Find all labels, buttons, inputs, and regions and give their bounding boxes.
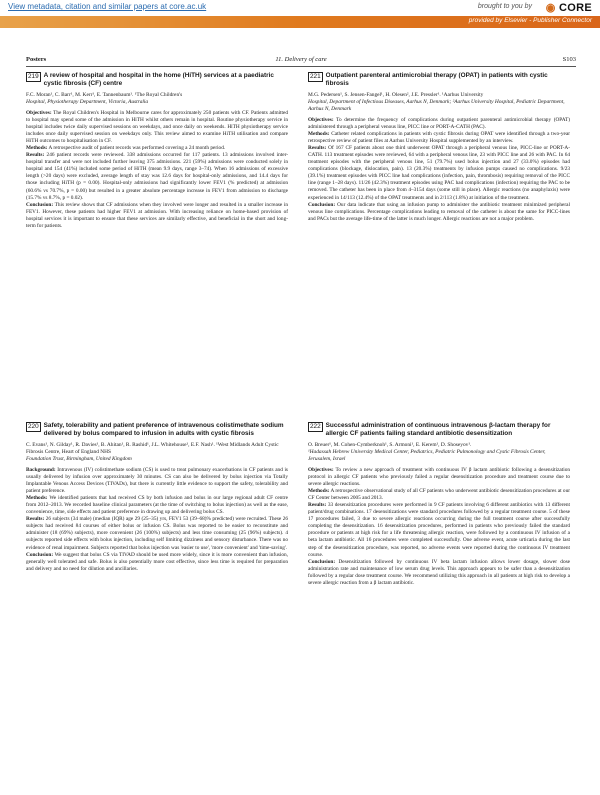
section-text: To determine the frequency of complications during outpatient parenteral antimicrobial therapy (OPAT) administered through a peripheral venous line, PICC line or PORT-A-CATH (PAC). bbox=[308, 117, 570, 131]
header-rule bbox=[26, 66, 576, 67]
abstract-section bbox=[308, 117, 570, 131]
abstract-title: A review of hospital and hospital in the home (HiTH) services at a paediatric cystic fibrosis (CF) centre bbox=[43, 72, 274, 87]
section-text: 33 desensitization procedures were performed in 9 CF patients involving 6 different antibiotics with 13 different patient/drug combinations. 17 desensitizations were standard procedures followed by a regular treatment course. 5 of these 17 procedures failed, 3 due to severe allergic reactions occurring during the full treatment course after successfully completing the desensitization. 16 desensitization procedures, performed in patients who previously failed the standard procedure or patients at high risk for a life threatening allergic reaction, were followed by a continuous IV infusion of a beta lactam antibiotic. All 16 procedures were completed successfully. One adverse event, acute urticaria during the last step of the desensitization procedure, was reported, no adverse events were reported during the continuous IV treatment course. bbox=[308, 502, 570, 558]
abstract-220 bbox=[26, 422, 288, 573]
section-text: 246 patient records were reviewed. 338 admissions occurred for 117 patients. 13 admissions involved inter-hospital transfer and were not included further leaving 375 admissions. 221 (59%) admissions were conducted solely in hospital and 154 (41%) included some period of HiTH (mean 9.9 days, range 3–74). When 16 admissions of excessive length (>20 days) were excluded, average length of stay was 12.6 days for hospital-only admissions, and 14.4 days for those including HiTH (p = 0.00). Hospital-only admissions had significantly lower FEV1 (% predicted) at admission (60.6% vs 70.7%, p = 0.00) but resulted in a greater absolute percentage increase in FEV1 from admission to discharge (15.7% vs 8.7%, p = 0.02). bbox=[26, 152, 289, 201]
abstract-section bbox=[308, 502, 570, 558]
section-text: To review a new approach of treatment with continuous IV β lactam antibiotic following a desensitization protocol in allergic CF patients who previously failed a regular desensitization procedure and treatment course due to severe allergic reactions. bbox=[308, 467, 570, 488]
core-logo-icon: ◉ bbox=[545, 2, 556, 14]
section-label: Results: bbox=[308, 502, 327, 509]
section-label: Objectives: bbox=[26, 110, 52, 116]
section-label: Background: bbox=[26, 467, 56, 473]
abstract-221 bbox=[308, 72, 570, 223]
abstract-affiliation: ¹Hadassah Hebrew University Medical Center, Pediatrics, Pediatric Pulmonology and Cystic Fibrosis Center, Jerusalem, Israel bbox=[308, 449, 546, 462]
section-label: Results: bbox=[308, 145, 327, 152]
abstract-section bbox=[26, 467, 288, 495]
abstract-219 bbox=[26, 72, 288, 230]
section-text: Desensitization followed by continuous IV beta lactam infusion allows lower dosage, slower dose administration rate and maintenance of low serum drug levels. This approach appears to be safer than a desensitization followed by a regular dose treatment course. We recommend utilizing this approach in all patients at high risk to develop a severe allergic reaction from a β lactam antibiotic. bbox=[308, 558, 571, 586]
abstract-affiliation: Foundation Trust, Birmingham, United Kingdom bbox=[26, 456, 132, 462]
header-topic: 11. Delivery of care bbox=[275, 56, 327, 63]
section-text: We identified patients that had received CS by both infusion and bolus in our large regional adult CF centre from 2012–2013. We recorded baseline clinical parameters (at the time of switching to bolus injection) as well as the ease, convenience, time, side effects and patient preference in drawing up and delivering bolus CS. bbox=[26, 495, 288, 516]
section-label: Objectives: bbox=[308, 467, 334, 473]
abstract-section bbox=[308, 145, 570, 201]
section-text: A retrospective observational study of all CF patients who underwent antibiotic desensitization procedures at our CF Center between 2005 and 2013. bbox=[308, 488, 570, 502]
metadata-link[interactable]: View metadata, citation and similar papers at core.ac.uk bbox=[8, 2, 207, 11]
section-label: Methods: bbox=[26, 145, 48, 152]
abstract-section bbox=[26, 202, 288, 230]
section-text: Catheter related complications in patients with cystic fibrosis during OPAT were identified through a two-year retrospective review of patient files at Aarhus University Hospital supplemented by an interview. bbox=[308, 131, 570, 145]
abstract-222 bbox=[308, 422, 570, 587]
section-text: 26 subjects (34 male) (median (IQR) age 29 (25–35) yrs, FEV1 53 (39–68)% predicted) were recruited. These 26 subjects had received 84 courses of either bolus or infusion CS. Bolus was reported to be easier to reconstitute and administer (18 (69%) subjects), more convenient (26 (100%) subjects) and less time consuming (25 (96%) subjects). 4 subjects reported side effects with bolus injection, including self limiting dizziness and sensory disturbance. There was no evidence of renal impairment. Subjects reported that bolus injection was 'easier to use', 'more convenient' and 'time-saving'. bbox=[26, 516, 288, 551]
header-section: Posters bbox=[26, 56, 47, 63]
abstract-authors: F.C. Moran¹, C. Barr¹, M. Kerr¹, E. Tannenbaum¹. ¹The Royal Children's bbox=[26, 92, 183, 98]
abstract-authors: C. Evans¹, N. Gilday¹, R. Davies¹, B. Ahitan¹, R. Rashid¹, J.L. Whitehouse¹, E.F. Nash¹. ¹West Midlands Adult Cystic Fibrosis Centre, Heart of England NHS bbox=[26, 442, 279, 455]
abstract-number: 221 bbox=[310, 73, 321, 80]
section-text: Intravenous (IV) colistimethate sodium (CS) is used to treat pulmonary exacerbations in CF patients and is usually delivered by infusion over approximately 30 minutes. CS can also be delivered by bolus injection via Totally Implantable Venous Access Devices (TIVADs), but there is currently little evidence to support the safety, tolerability and patient preference. bbox=[26, 467, 288, 495]
abstract-section bbox=[308, 559, 570, 587]
abstract-section bbox=[26, 495, 288, 516]
core-logo[interactable]: ◉ CORE bbox=[545, 2, 592, 14]
core-provided-strip bbox=[0, 16, 600, 28]
abstract-title: Successful administration of continuous intravenous β-lactam therapy for allergic CF patients failing standard antibiotic desensitization bbox=[325, 422, 551, 437]
section-label: Conclusion: bbox=[26, 551, 54, 558]
abstract-section bbox=[308, 467, 570, 488]
abstract-title: Outpatient parenteral antimicrobial therapy (OPAT) in patients with cystic fibrosis bbox=[325, 72, 548, 87]
abstract-section bbox=[26, 516, 288, 551]
abstract-section bbox=[308, 202, 570, 223]
section-text: Of 167 CF patients about one third underwent OPAT through a peripheral venous line, PICC-line or PORT-A-CATH. 113 treatment episodes were reviewed, 64 with a peripheral venous line, 23 with PICC line and 26 with PAC. In 64 treatment episodes with the peripheral venous line, 51 (79.7%) used bolus injection and 27 (33.0%) episodes had complications (blockage, dislocation, pain). 13 (20.3%) treatments by infusion pumps caused no complications. 9/23 (39.1%) treatment episodes with PICC line had complications (infection, pain, thrombosis) requiring removal of the PICC line (range 1–28 days). 11/26 (42.3%) treatment episodes using PAC had complications (infection) requiring the PAC to be removed. The catheter has been in place from 4–3154 days (some still in place). Allergic reactions (no anaphylaxis) were experienced in 14/113 (12.4%) of the OPAT treatments and in 2/113 (1.8%) at initiation of the treatment. bbox=[308, 145, 571, 201]
section-label: Objectives: bbox=[308, 117, 334, 123]
section-text: A retrospective audit of patient records was performed covering a 24 month period. bbox=[48, 145, 226, 152]
abstract-title: Safety, tolerability and patient preference of intravenous colistimethate sodium delivered by bolus compared to infusion in adults with cystic fibrosis bbox=[43, 422, 284, 437]
brought-to-you-text: brought to you by bbox=[477, 3, 532, 10]
abstract-section bbox=[26, 152, 288, 201]
abstract-authors: O. Breuer¹, M. Cohen-Cymberknoh¹, S. Armoni¹, E. Kerem¹, D. Shoseyov¹. bbox=[308, 442, 472, 448]
abstract-number: 222 bbox=[310, 423, 321, 430]
abstract-section bbox=[26, 552, 288, 573]
section-label: Conclusion: bbox=[308, 201, 336, 208]
abstract-authors: M.G. Pedersen¹, S. Jensen-Fangel¹, H. Olesen², J.E. Pressler¹. ¹Aarhus University bbox=[308, 92, 484, 98]
abstract-number: 220 bbox=[28, 423, 39, 430]
provided-by-text: provided by Elsevier - Publisher Connector bbox=[468, 17, 592, 24]
section-label: Methods: bbox=[26, 495, 48, 502]
section-text: Our data indicate that using an infusion pump to administer the antibiotic treatment minimized peripheral venous line complications. Percentage complications leading to removal of the catheter is about the same for PICC-lines and PACs but the average life-time of the latter is much longer. Allergic reactions are not a major problem. bbox=[308, 201, 570, 222]
abstract-number: 219 bbox=[28, 73, 39, 80]
core-banner bbox=[0, 0, 600, 28]
abstract-section bbox=[308, 131, 570, 145]
section-text: We suggest that bolus CS via TIVAD should be used more widely, since it is more convenient than infusion, generally well tolerated and safe. Bolus is also potentially more cost effective, since less time is required for preparation and delivery and no need for dilution and ancillaries. bbox=[26, 551, 288, 572]
section-label: Methods: bbox=[308, 488, 330, 495]
section-label: Conclusion: bbox=[308, 558, 336, 565]
abstract-section bbox=[26, 110, 288, 145]
header-page-number: S103 bbox=[562, 56, 576, 63]
abstract-affiliation: Hospital, Physiotherapy Department, Victoria, Australia bbox=[26, 99, 149, 105]
section-text: The Royal Children's Hospital in Melbourne cares for approximately 250 patients with CF. Patients admitted to hospital may spend some of the admission in HiTH whilst others remain in hospital. Routine physiotherapy service in hospital includes twice daily supervised sessions on weekdays, and once daily on weekends. HiTH physiotherapy service includes once daily supervised session on weekdays only. This review aimed to examine HiTH utilisation and compare HiTH outcomes to hospitalisation in CF. bbox=[26, 110, 288, 145]
abstract-affiliation: Hospital, Department of Infectious Diseases, Aarhus N, Denmark; ²Aarhus University Hospital, Pediatric Department, Aarhus N, Denmark bbox=[308, 99, 565, 112]
section-label: Results: bbox=[26, 516, 45, 523]
abstract-section bbox=[308, 488, 570, 502]
section-label: Conclusion: bbox=[26, 201, 54, 208]
section-label: Results: bbox=[26, 152, 45, 159]
section-text: This review shows that CF admissions when they involved were longer and resulted in a smaller increase in FEV1. However, these patients had higher FEV1 at admission. With increasing reliance on home-based provision of hospital services it is important to ensure that these services are similarly effective, and beneficial in the short and long-term for patients. bbox=[26, 201, 289, 229]
section-label: Methods: bbox=[308, 131, 330, 138]
